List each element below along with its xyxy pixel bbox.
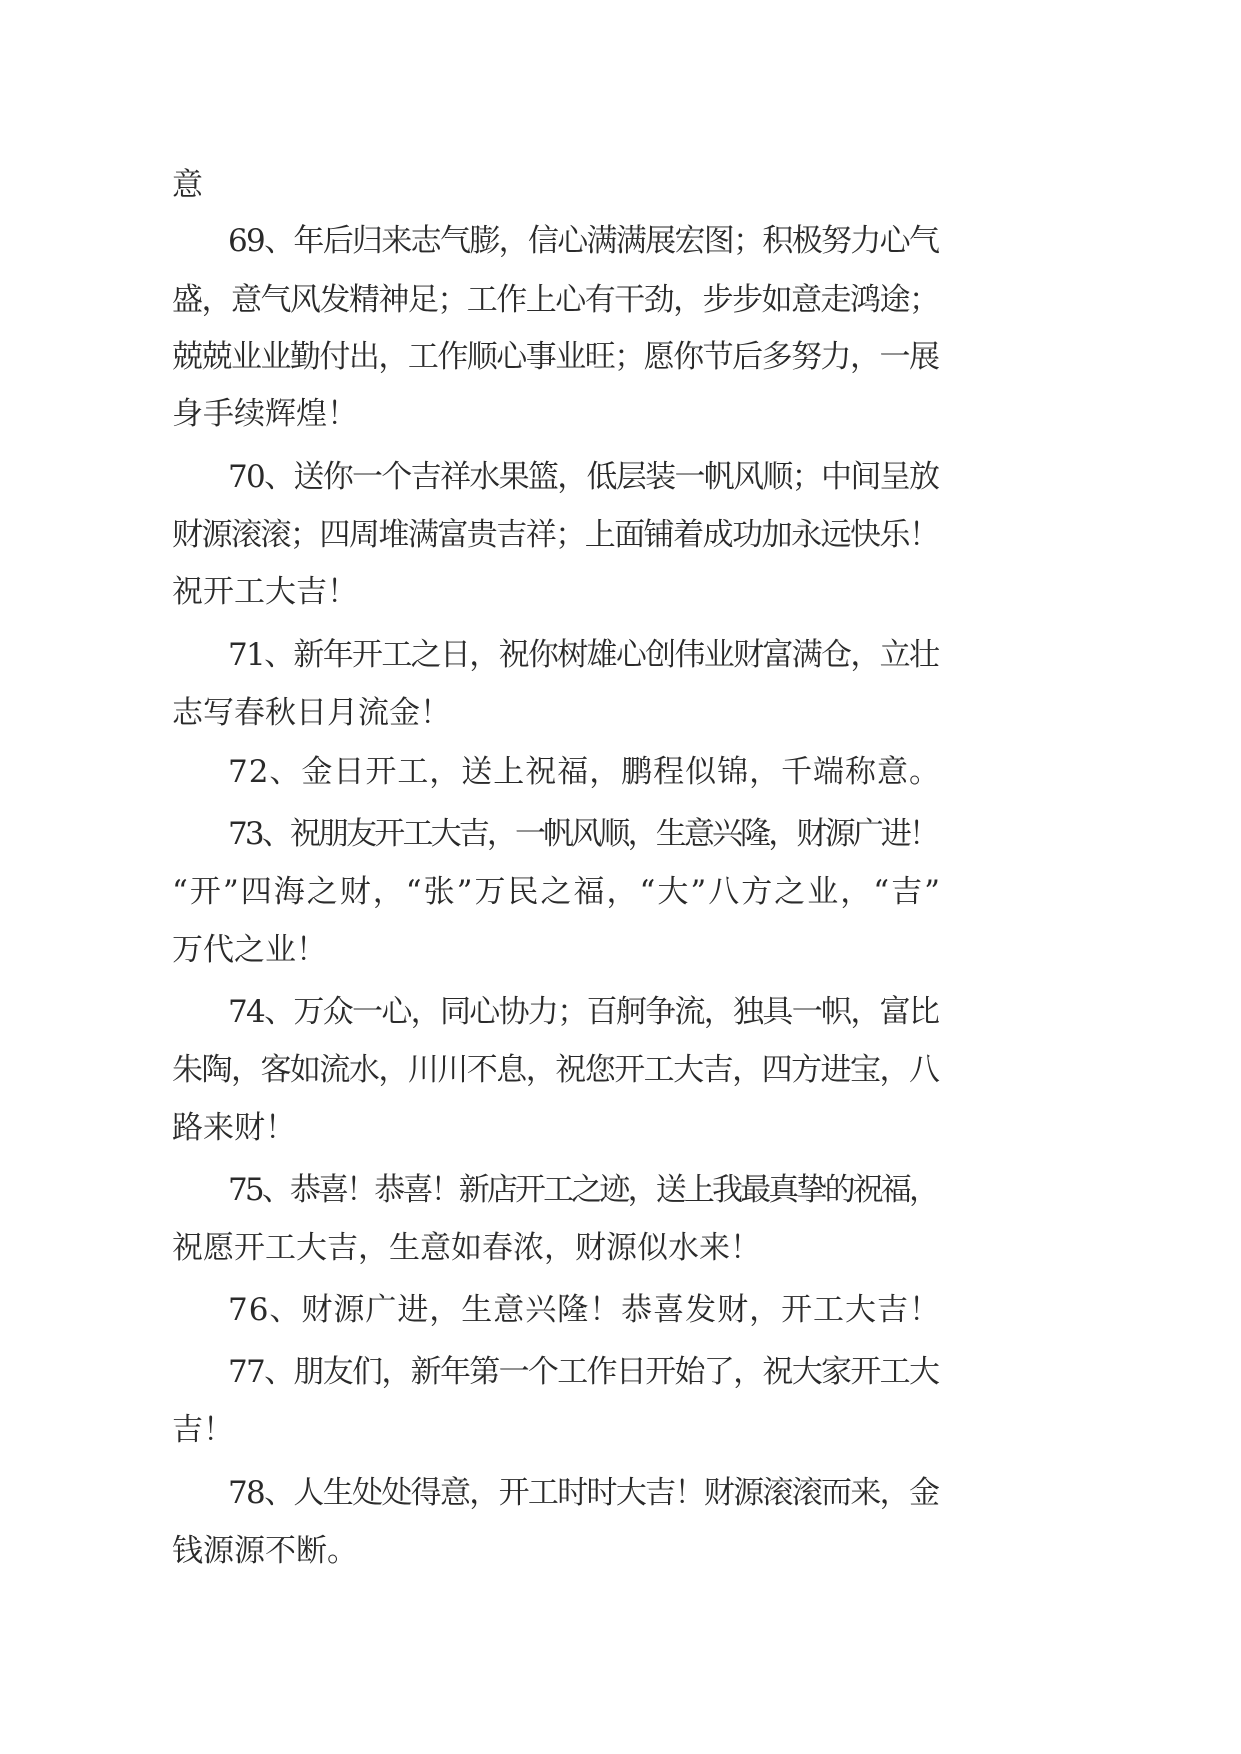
text-line: 69、年后归来志气膨，信心满满展宏图；积极努力心气 [228, 223, 939, 259]
text-line: 吉！ [172, 1412, 234, 1448]
text-line: 志写春秋日月流金！ [172, 695, 451, 731]
text-line: 71、新年开工之日，祝你树雄心创伟业财富满仓，立壮 [228, 637, 939, 673]
text-line: 兢兢业业勤付出，工作顺心事业旺；愿你节后多努力，一展 [172, 339, 939, 375]
text-line: 祝开工大吉！ [172, 574, 358, 610]
text-line: 74、万众一心，同心协力；百舸争流，独具一帜，富比 [228, 994, 939, 1030]
text-line: 钱源源不断。 [172, 1533, 358, 1569]
text-line: 73、祝朋友开工大吉，一帆风顺，生意兴隆，财源广进！ [228, 816, 938, 852]
text-line: 意 [172, 167, 203, 203]
text-line: 72、金日开工，送上祝福，鹏程似锦，千端称意。 [228, 754, 941, 790]
text-line: 盛，意气风发精神足；工作上心有干劲，步步如意走鸿途； [172, 282, 939, 318]
text-line: 75、恭喜！恭喜！新店开工之迹，送上我最真挚的祝福， [228, 1172, 938, 1208]
text-line: 70、送你一个吉祥水果篮，低层装一帆风顺；中间呈放 [228, 459, 939, 495]
text-line: 万代之业！ [172, 932, 327, 968]
text-line: 76、财源广进，生意兴隆！恭喜发财，开工大吉！ [228, 1292, 941, 1328]
text-line: “开”四海之财，“张”万民之福，“大”八方之业，“吉” [172, 874, 942, 910]
text-line: 财源滚滚；四周堆满富贵吉祥；上面铺着成功加永远快乐！ [172, 517, 939, 553]
text-line: 祝愿开工大吉，生意如春浓，财源似水来！ [172, 1230, 761, 1266]
text-line: 78、人生处处得意，开工时时大吉！财源滚滚而来，金 [228, 1475, 939, 1511]
text-line: 身手续辉煌！ [172, 396, 358, 432]
text-line: 77、朋友们，新年第一个工作日开始了，祝大家开工大 [228, 1354, 939, 1390]
text-line: 朱陶，客如流水，川川不息，祝您开工大吉，四方进宝，八 [172, 1052, 939, 1088]
text-line: 路来财！ [172, 1110, 296, 1146]
